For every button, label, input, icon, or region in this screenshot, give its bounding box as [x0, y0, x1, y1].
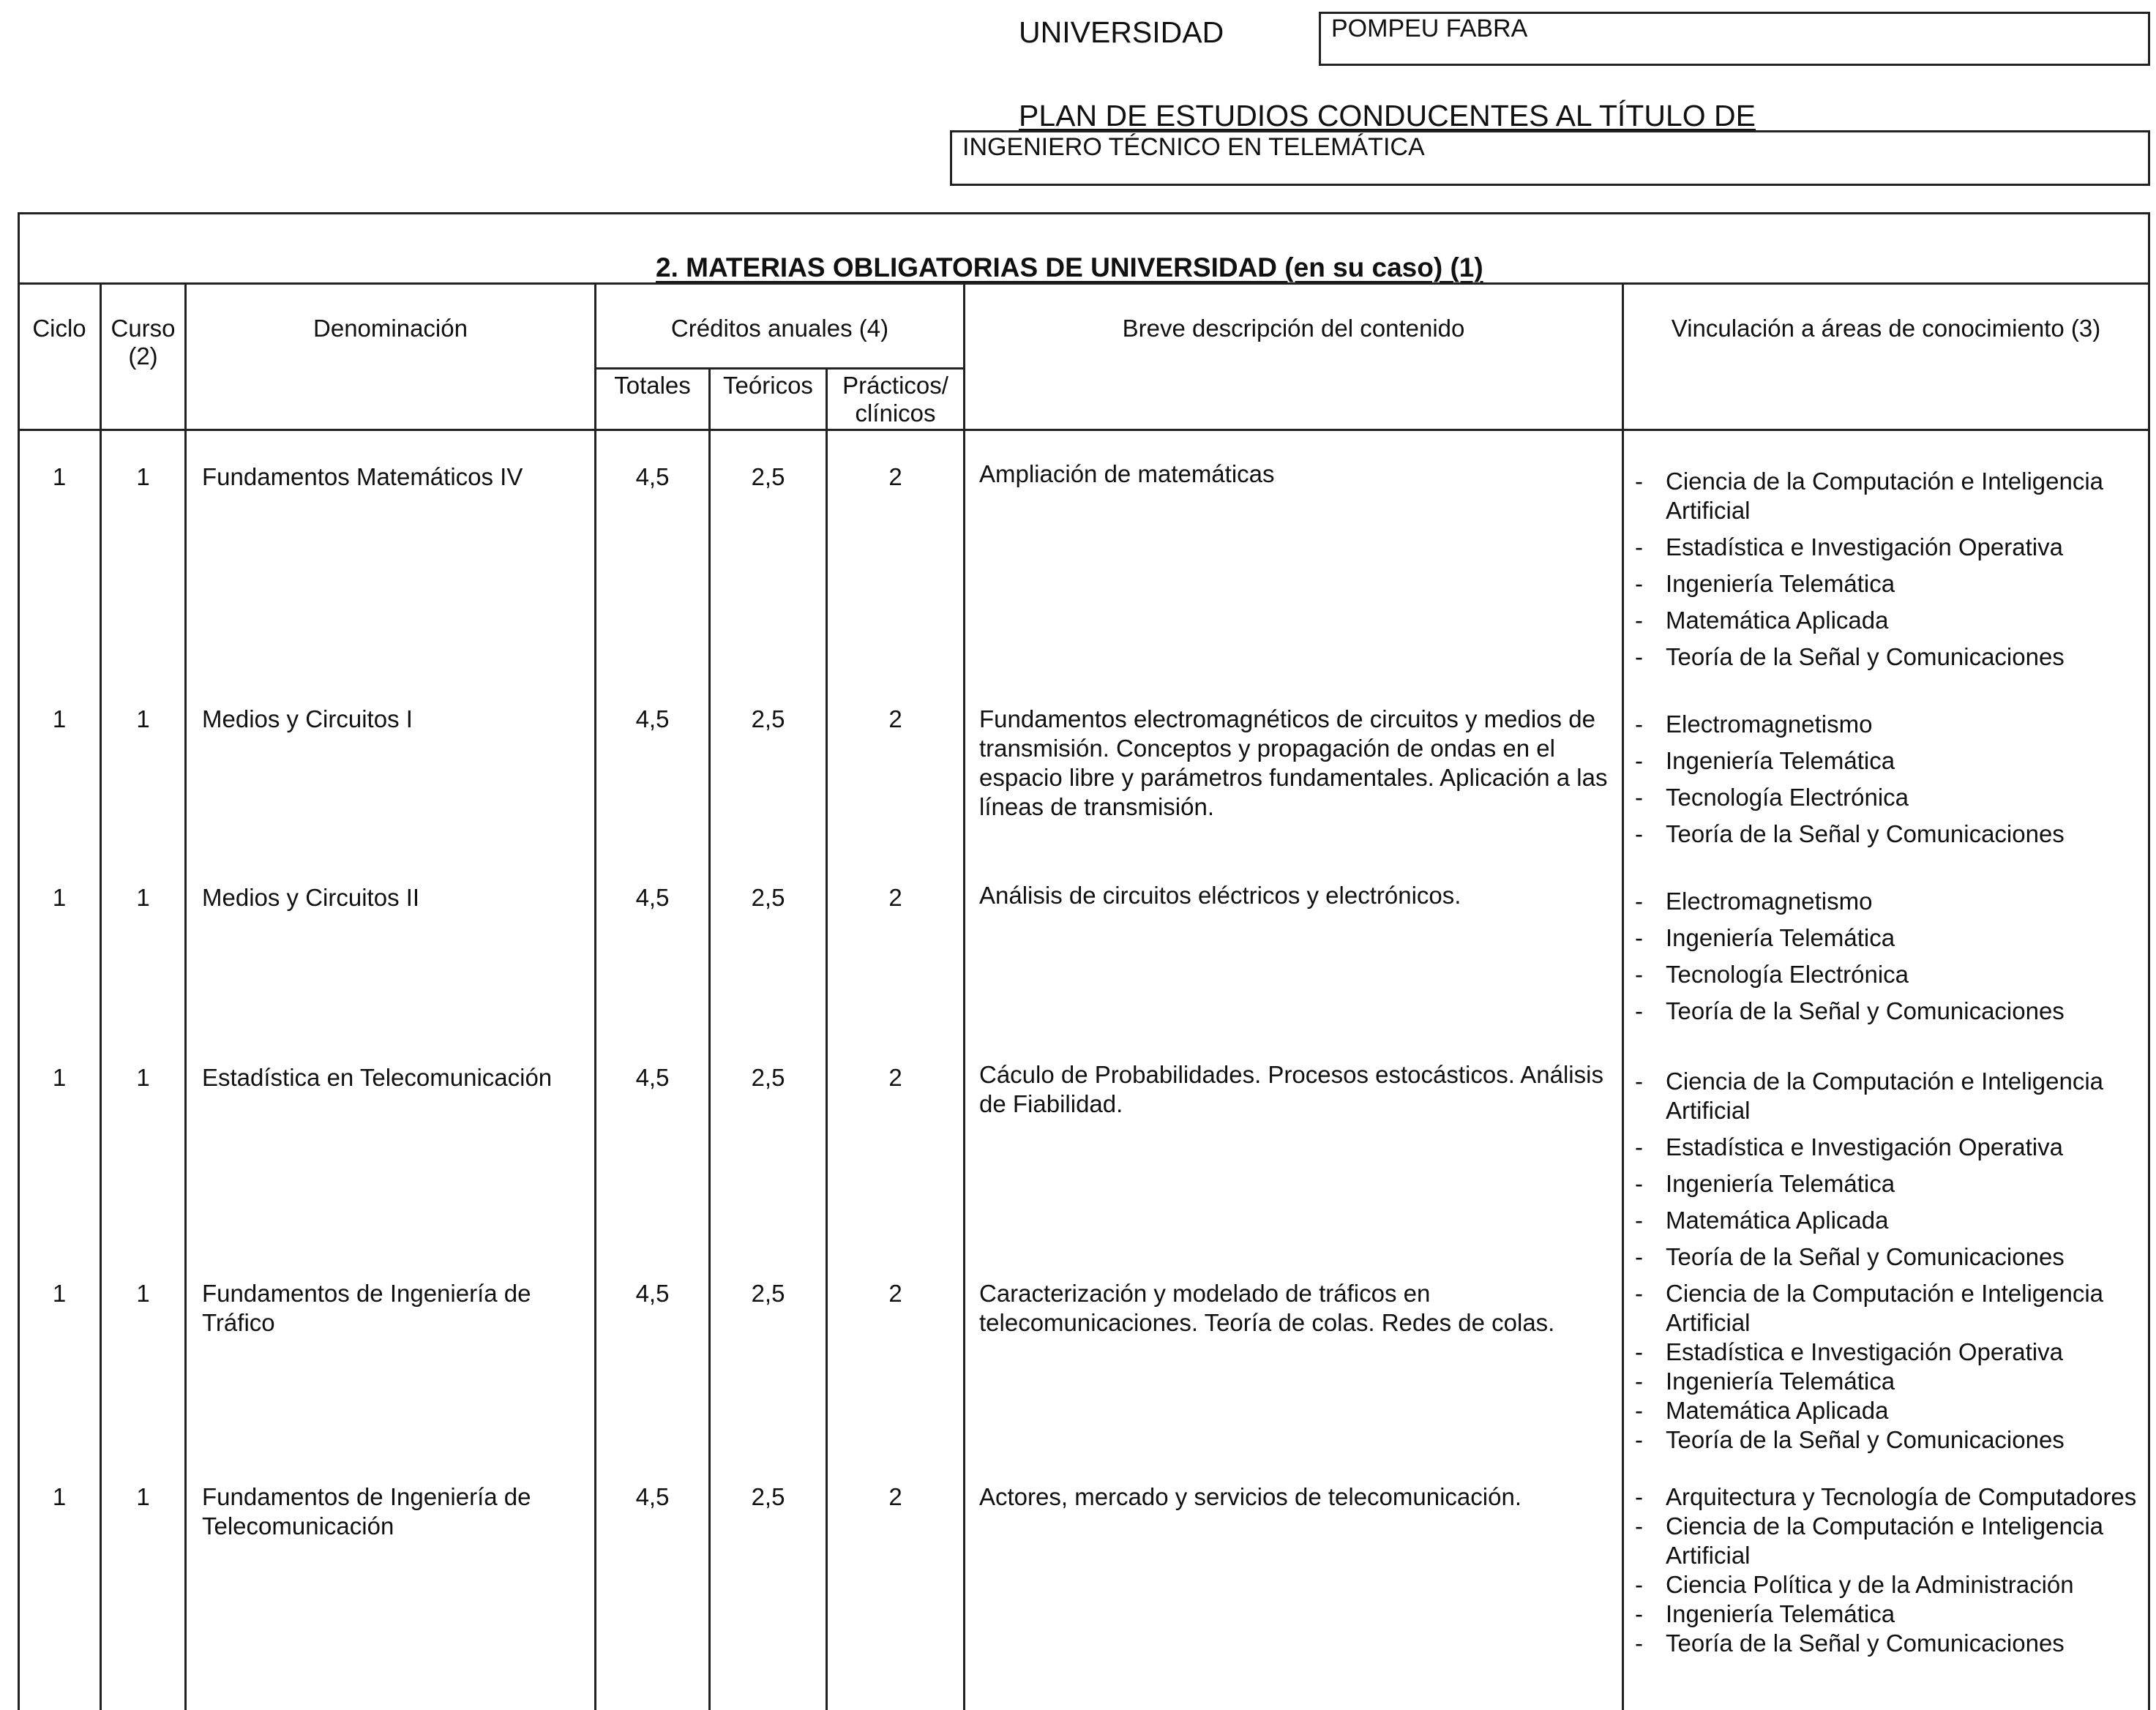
- list-item: - Teoría de la Señal y Comunicaciones: [1635, 1426, 2065, 1453]
- area-list: [1629, 710, 2141, 856]
- list-item: - Ciencia de la Computación e Inteligencia Artificial: [1635, 468, 2104, 524]
- cell-teoricos: 2,5: [751, 1483, 785, 1510]
- list-item: - Ingeniería Telemática: [1635, 1170, 1895, 1197]
- cell-totales: 4,5: [635, 1483, 670, 1510]
- area-list: [1629, 1482, 2141, 1658]
- list-item: - Estadística e Investigación Operativa: [1635, 1338, 2063, 1365]
- list-item: - Teoría de la Señal y Comunicaciones: [1635, 820, 2065, 847]
- cell-descripcion: Actores, mercado y servicios de telecomunicación.: [979, 1483, 1521, 1510]
- cell-practicos: 2: [888, 1280, 902, 1307]
- cell-descripcion: Ampliación de matemáticas: [979, 460, 1275, 487]
- cell-denominacion: Fundamentos Matemáticos IV: [202, 463, 523, 490]
- cell-teoricos: 2,5: [751, 463, 785, 490]
- col-header-totales: Totales: [614, 372, 691, 399]
- area-list: [1629, 1279, 2141, 1455]
- list-item: - Ciencia de la Computación e Inteligencia Artificial: [1635, 1280, 2104, 1336]
- area-list: [1629, 887, 2141, 1033]
- list-item: - Ciencia de la Computación e Inteligencia Artificial: [1635, 1068, 2104, 1124]
- section-title: 2. MATERIAS OBLIGATORIAS DE UNIVERSIDAD (en su caso) (1): [656, 252, 1483, 282]
- cell-descripcion: Fundamentos electromagnéticos de circuitos y medios de transmisión. Conceptos y propagación de ondas en el espacio libre y parámetros fundamentales. Aplicación a las líneas de transmisión.: [979, 705, 1608, 820]
- list-item: - Matemática Aplicada: [1635, 1397, 1889, 1424]
- list-item: - Matemática Aplicada: [1635, 607, 1889, 634]
- list-item: - Arquitectura y Tecnología de Computadores: [1635, 1483, 2137, 1510]
- col-header-denominacion: Denominación: [313, 315, 468, 342]
- cell-curso: 1: [136, 705, 150, 732]
- list-item: - Teoría de la Señal y Comunicaciones: [1635, 1243, 2065, 1270]
- university-label: UNIVERSIDAD: [1019, 15, 1224, 49]
- col-header-teoricos: Teóricos: [723, 372, 813, 399]
- cell-denominacion: Fundamentos de Ingeniería de Tráfico: [202, 1280, 531, 1336]
- degree-value: INGENIERO TÉCNICO EN TELEMÁTICA: [962, 133, 1425, 161]
- cell-denominacion: Fundamentos de Ingeniería de Telecomunicación: [202, 1483, 531, 1540]
- col-header-practicos: Prácticos/ clínicos: [842, 372, 948, 427]
- cell-practicos: 2: [888, 884, 902, 911]
- cell-totales: 4,5: [635, 463, 670, 490]
- cell-curso: 1: [136, 884, 150, 911]
- list-item: - Tecnología Electrónica: [1635, 784, 1909, 811]
- col-header-ciclo: Ciclo: [32, 315, 86, 342]
- cell-denominacion: Medios y Circuitos II: [202, 884, 420, 911]
- list-item: - Teoría de la Señal y Comunicaciones: [1635, 643, 2065, 670]
- university-value: POMPEU FABRA: [1331, 15, 1528, 42]
- cell-curso: 1: [136, 463, 150, 490]
- list-item: - Ingeniería Telemática: [1635, 924, 1895, 951]
- list-item: - Ciencia Política y de la Administración: [1635, 1571, 2074, 1598]
- cell-totales: 4,5: [635, 1064, 670, 1091]
- cell-practicos: 2: [888, 1483, 902, 1510]
- cell-ciclo: 1: [52, 463, 67, 490]
- list-item: - Electromagnetismo: [1635, 710, 1873, 738]
- list-item: - Teoría de la Señal y Comunicaciones: [1635, 1630, 2065, 1657]
- cell-ciclo: 1: [52, 1280, 67, 1307]
- plan-label: PLAN DE ESTUDIOS CONDUCENTES AL TÍTULO DE: [1019, 99, 1756, 132]
- list-item: - Matemática Aplicada: [1635, 1207, 1889, 1234]
- cell-descripcion: Cáculo de Probabilidades. Procesos estocásticos. Análisis de Fiabilidad.: [979, 1061, 1603, 1117]
- list-item: - Teoría de la Señal y Comunicaciones: [1635, 997, 2065, 1024]
- cell-ciclo: 1: [52, 1483, 67, 1510]
- cell-practicos: 2: [888, 1064, 902, 1091]
- cell-descripcion: Análisis de circuitos eléctricos y electrónicos.: [979, 882, 1461, 909]
- col-header-curso: Curso (2): [111, 315, 176, 370]
- cell-ciclo: 1: [52, 705, 67, 732]
- list-item: - Ciencia de la Computación e Inteligencia Artificial: [1635, 1512, 2104, 1569]
- col-header-descripcion: Breve descripción del contenido: [1122, 315, 1465, 342]
- degree-field: [950, 130, 2150, 186]
- cell-ciclo: 1: [52, 1064, 67, 1091]
- list-item: - Ingeniería Telemática: [1635, 570, 1895, 597]
- cell-teoricos: 2,5: [751, 1280, 785, 1307]
- list-item: - Estadística e Investigación Operativa: [1635, 1133, 2063, 1160]
- list-item: - Ingeniería Telemática: [1635, 747, 1895, 774]
- university-field: [1319, 12, 2150, 66]
- list-item: - Estadística e Investigación Operativa: [1635, 533, 2063, 560]
- cell-practicos: 2: [888, 705, 902, 732]
- list-item: - Electromagnetismo: [1635, 888, 1873, 915]
- cell-denominacion: Estadística en Telecomunicación: [202, 1064, 553, 1091]
- cell-totales: 4,5: [635, 1280, 670, 1307]
- list-item: - Ingeniería Telemática: [1635, 1600, 1895, 1627]
- cell-teoricos: 2,5: [751, 1064, 785, 1091]
- cell-curso: 1: [136, 1483, 150, 1510]
- cell-curso: 1: [136, 1280, 150, 1307]
- col-header-vinculacion: Vinculación a áreas de conocimiento (3): [1671, 315, 2101, 342]
- area-list: [1629, 1067, 2141, 1279]
- list-item: - Tecnología Electrónica: [1635, 961, 1909, 988]
- cell-teoricos: 2,5: [751, 884, 785, 911]
- cell-curso: 1: [136, 1064, 150, 1091]
- area-list: [1629, 467, 2141, 679]
- cell-descripcion: Caracterización y modelado de tráficos en telecomunicaciones. Teoría de colas. Redes de colas.: [979, 1280, 1555, 1336]
- col-header-creditos: Créditos anuales (4): [670, 315, 889, 342]
- cell-totales: 4,5: [635, 884, 670, 911]
- cell-denominacion: Medios y Circuitos I: [202, 705, 413, 732]
- cell-totales: 4,5: [635, 705, 670, 732]
- cell-ciclo: 1: [52, 884, 67, 911]
- list-item: - Ingeniería Telemática: [1635, 1368, 1895, 1395]
- cell-practicos: 2: [888, 463, 902, 490]
- cell-teoricos: 2,5: [751, 705, 785, 732]
